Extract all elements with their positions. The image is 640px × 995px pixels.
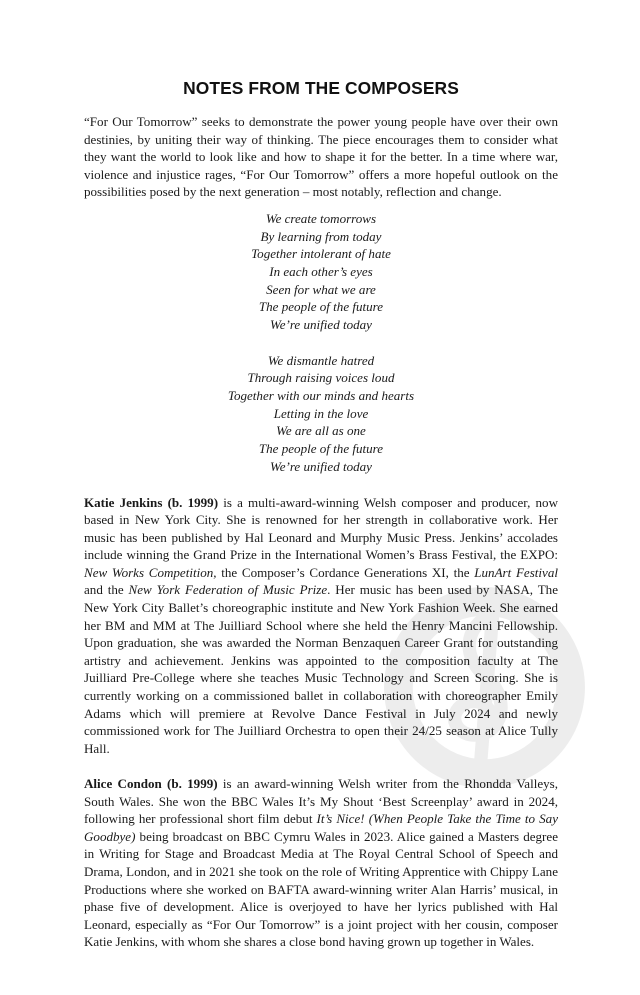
page-title: NOTES FROM THE COMPOSERS <box>183 78 459 98</box>
lyric-line: Letting in the love <box>273 405 369 421</box>
lyric-line: Seen for what we are <box>266 281 376 297</box>
lyric-line: We’re unified today <box>270 458 372 474</box>
bio-name: Alice Condon (b. 1999) <box>84 776 218 791</box>
lyric-line: In each other’s eyes <box>269 264 373 280</box>
bio-name: Katie Jenkins (b. 1999) <box>84 494 219 510</box>
bio-katie-jenkins: Katie Jenkins (b. 1999) is a multi-award-winning Welsh composer and producer, now based in New York City. She is renowned for her strength in collaborative work. Her music has been published by Hal Leonard and Murphy Music Press. Jenkins’ accolades include winning the Grand Prize in the International Women’s Brass Festival, the EXPO: New Works Competition, the Composer’s Cordance Generations XI, the LunArt Festival and the New York Federation of Music Prize. Her music has been used by NASA, The New York City Ballet’s choreographic institute and New York Fashion Week. She earned her BM and MM at The Juilliard School where she held the Henry Mancini Fellowship. Upon graduation, she was awarded the Norman Benzaquen Career Grant for outstanding artistry and achievement. Jenkins was appointed to the composition faculty at The Juilliard Pre-College where she teaches Music Technology and Screen Scoring. She is currently working on a commissioned ballet in collaboration with choreographer Emily Adams which will premiere at Revolve Dance Festival in July 2024 and newly commissioned work for The Juilliard Orchestra to open their 24/25 season at Alice Tully Hall. <box>84 494 558 756</box>
lyric-line: Together intolerant of hate <box>251 246 391 262</box>
lyric-line: Together with our minds and hearts <box>227 387 415 403</box>
lyric-line: By learning from today <box>260 228 382 244</box>
lyric-verse-1 <box>84 210 558 334</box>
lyric-line: We are all as one <box>276 423 366 439</box>
page-content <box>84 78 558 951</box>
bio-alice-condon: Alice Condon (b. 1999) is an award-winning Welsh writer from the Rhondda Valleys, South Wales. She won the BBC Wales It’s My Shout ‘Best Screenplay’ award in 2024, following her professional short film debut It’s Nice! (When People Take the Time to Say Goodbye) being broadcast on BBC Cymru Wales in 2023. Alice gained a Masters degree in Writing for Stage and Broadcast Media at The Royal Central School of Speech and Drama, London, and in 2021 she took on the role of Writing Apprentice with Chippy Lane Productions where she worked on BAFTA award-winning writer Alan Harris’ musical, in phase five of development. Alice is overjoyed to have her lyrics published with Hal Leonard, especially as “For Our Tomorrow” is a joint project with her cousin, composer Katie Jenkins, with whom she shares a close bond having grown up together in Wales. <box>84 776 559 950</box>
lyric-line: We’re unified today <box>270 317 372 333</box>
lyric-verse-2 <box>84 352 558 476</box>
lyric-line: We create tomorrows <box>265 210 377 226</box>
lyric-line: The people of the future <box>258 441 384 457</box>
lyric-line: We dismantle hatred <box>267 352 375 368</box>
lyric-line: The people of the future <box>258 299 384 315</box>
lyric-line: Through raising voices loud <box>247 370 395 386</box>
intro-paragraph: “For Our Tomorrow” seeks to demonstrate the power young people have over their own destinies, by uniting their way of thinking. The piece encourages them to consider what they want the world to look like and how to shape it for the better. In a time where war, violence and injustice rages, “For Our Tomorrow” offers a more hopeful outlook on the possibilities posed by the next generation – most notably, reflection and change. <box>84 114 558 200</box>
